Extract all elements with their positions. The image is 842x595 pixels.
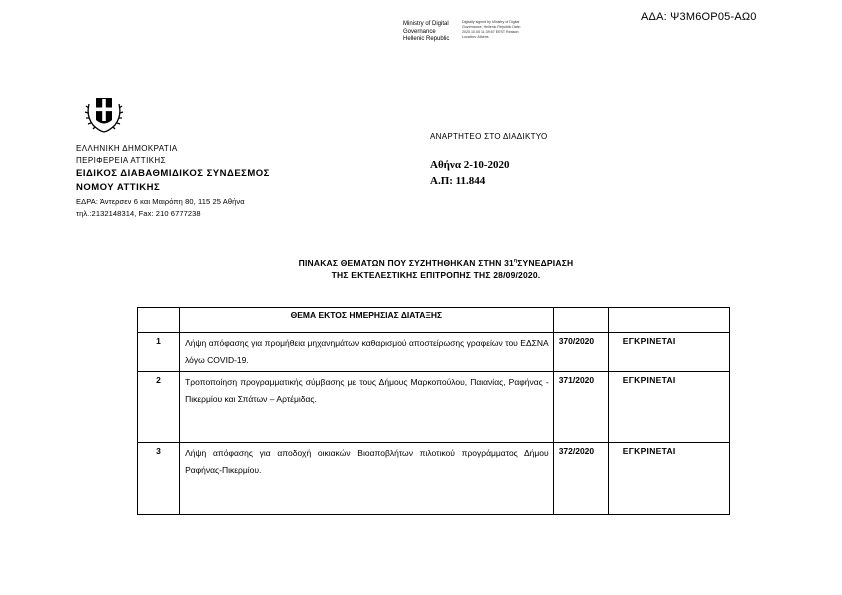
issuer-name: ΕΙΔΙΚΟΣ ΔΙΑΒΑΘΜΙΔΙΚΟΣ ΣΥΝΔΕΣΜΟΣ [76, 168, 270, 179]
title-text: ΠΙΝΑΚΑΣ ΘΕΜΑΤΩΝ ΠΟΥ ΣΥΖΗΤΗΘΗΚΑΝ ΣΤΗΝ 31 [298, 258, 514, 268]
table-row [138, 333, 730, 372]
document-title [0, 258, 842, 268]
signature-line: Ministry of Digital [403, 21, 449, 27]
table-row [138, 372, 730, 443]
table-cell [553, 308, 608, 333]
table-header-row [138, 308, 730, 333]
row-result: ΕΓΚΡΙΝΕΤΑΙ [608, 372, 729, 443]
row-subject: Τροποποίηση προγραμματικής σύμβασης με τους Δήμους Μαρκοπούλου, Παιανίας, Ραφήνας - Πικερμίου και Σπάτων – Αρτέμιδας. [180, 372, 554, 443]
row-decision-number: 372/2020 [553, 443, 608, 515]
row-result: ΕΓΚΡΙΝΕΤΑΙ [608, 333, 729, 372]
issuer-line: ΕΛΛΗΝΙΚΗ ΔΗΜΟΚΡΑΤΙΑ [76, 144, 178, 153]
decisions-table [137, 307, 730, 515]
table-header: ΘΕΜΑ ΕΚΤΟΣ ΗΜΕΡΗΣΙΑΣ ΔΙΑΤΑΞΗΣ [180, 308, 554, 333]
document-date: Αθήνα 2-10-2020 [430, 159, 510, 171]
ada-code: ΑΔΑ: Ψ3Μ6ΟΡ05-ΑΩ0 [641, 11, 757, 23]
title-superscript: η [513, 258, 518, 265]
row-number: 2 [138, 372, 180, 443]
row-number: 1 [138, 333, 180, 372]
table-row [138, 443, 730, 515]
signature-details: Digitally signed by Ministry of Digital Governance, Hellenic Republic Date: 2020.10.05 11:39:57 EEST Reason: Location: Athens [462, 20, 521, 39]
protocol-number: Α.Π: 11.844 [430, 175, 486, 187]
table-cell [608, 308, 729, 333]
row-decision-number: 371/2020 [553, 372, 608, 443]
greek-emblem-icon [83, 92, 125, 134]
issuer-address: ΕΔΡΑ: Άντερσεν 6 και Μαιρόπη 80, 115 25 Αθήνα [76, 197, 245, 206]
posting-note: ΑΝΑΡΤΗΤΕΟ ΣΤΟ ΔΙΑΔΙΚΤΥΟ [430, 132, 548, 141]
issuer-name: ΝΟΜΟΥ ΑΤΤΙΚΗΣ [76, 182, 161, 193]
signature-line: Governance [403, 28, 436, 35]
table-cell [138, 308, 180, 333]
signature-line: Hellenic Republic [403, 36, 450, 42]
title-text: ΣΥΝΕΔΡΙΑΣΗ [517, 258, 574, 268]
row-subject: Λήψη απόφασης για προμήθεια μηχανημάτων καθαρισμού αποστείρωσης γραφείων του ΕΔΣΝΑ λόγω COVID-19. [180, 333, 554, 372]
row-number: 3 [138, 443, 180, 515]
digital-signature-block [403, 21, 449, 44]
row-result: ΕΓΚΡΙΝΕΤΑΙ [608, 443, 729, 515]
issuer-line: ΠΕΡΙΦΕΡΕΙΑ ΑΤΤΙΚΗΣ [76, 156, 166, 165]
document-subtitle: ΤΗΣ ΕΚΤΕΛΕΣΤΙΚΗΣ ΕΠΙΤΡΟΠΗΣ ΤΗΣ 28/09/2020. [331, 270, 541, 280]
row-decision-number: 370/2020 [553, 333, 608, 372]
issuer-phone: τηλ.:2132148314, Fax: 210 6777238 [76, 209, 201, 218]
row-subject: Λήψη απόφασης για αποδοχή οικιακών Βιοαποβλήτων πιλοτικού προγράμματος Δήμου Ραφήνας-Πικερμίου. [180, 443, 554, 515]
